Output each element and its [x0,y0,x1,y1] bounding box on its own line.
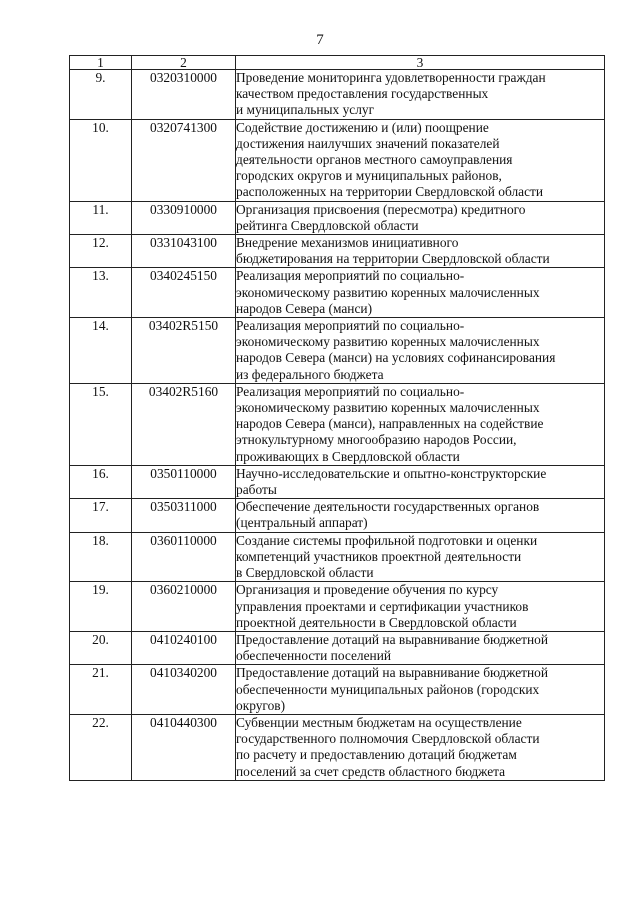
budget-code: 0360210000 [132,582,236,632]
table-row [70,383,605,465]
description-line: Научно-исследовательские и опытно-конструкторские [236,465,547,481]
row-number: 14. [70,318,132,384]
row-description [236,383,605,465]
row-description [236,318,605,384]
description-line: (центральный аппарат) [236,515,368,531]
row-number: 19. [70,582,132,632]
table-row [70,465,605,498]
description-line: Содействие достижению и (или) поощрение [236,119,489,135]
row-description [236,631,605,664]
description-line: народов Севера (манси) на условиях софинансирования [236,350,556,366]
description-line: из федерального бюджета [236,366,384,382]
budget-code: 0340245150 [132,268,236,318]
table-row [70,532,605,582]
description-line: обеспеченности поселений [236,648,392,664]
table-row [70,714,605,780]
row-number: 13. [70,268,132,318]
budget-code: 0330910000 [132,201,236,234]
row-description [236,499,605,532]
table-row [70,201,605,234]
description-line: Реализация мероприятий по социально- [236,318,465,334]
description-line: проектной деятельности в Свердловской области [236,614,517,630]
budget-code: 0410440300 [132,714,236,780]
budget-code: 0410340200 [132,665,236,715]
description-line: обеспеченности муниципальных районов (городских [236,681,540,697]
row-number: 22. [70,714,132,780]
budget-code: 0410240100 [132,631,236,664]
row-number: 17. [70,499,132,532]
budget-code: 03402R5160 [132,383,236,465]
description-line: расположенных на территории Свердловской области [236,184,544,200]
row-number: 9. [70,70,132,120]
budget-code: 0350110000 [132,465,236,498]
budget-code: 0360110000 [132,532,236,582]
description-line: Создание системы профильной подготовки и оценки [236,532,538,548]
description-line: Субвенции местным бюджетам на осуществление [236,714,522,730]
description-line: Реализация мероприятий по социально- [236,383,465,399]
description-line: деятельности органов местного самоуправления [236,152,513,168]
column-header-description: 3 [236,56,605,70]
description-line: Внедрение механизмов инициативного [236,235,459,251]
description-line: в Свердловской области [236,565,374,581]
row-description [236,665,605,715]
row-number: 10. [70,119,132,201]
description-line: народов Севера (манси) [236,300,373,316]
table-row [70,665,605,715]
description-line: народов Севера (манси), направленных на содействие [236,416,544,432]
description-line: Организация и проведение обучения по курсу [236,582,499,598]
description-line: этнокультурному многообразию народов России, [236,432,517,448]
row-number: 11. [70,201,132,234]
row-number: 20. [70,631,132,664]
budget-code: 0331043100 [132,235,236,268]
row-description [236,235,605,268]
row-number: 12. [70,235,132,268]
row-description [236,268,605,318]
row-description [236,465,605,498]
description-line: поселений за счет средств областного бюджета [236,763,506,779]
table-row [70,235,605,268]
description-line: Проведение мониторинга удовлетворенности граждан [236,70,546,85]
row-description [236,532,605,582]
table-row [70,631,605,664]
table-row [70,499,605,532]
description-line: Предоставление дотаций на выравнивание бюджетной [236,665,549,681]
row-description [236,201,605,234]
description-line: проживающих в Свердловской области [236,448,460,464]
budget-code: 0320310000 [132,70,236,120]
row-description [236,582,605,632]
description-line: бюджетирования на территории Свердловской области [236,251,550,267]
row-number: 15. [70,383,132,465]
budget-code: 0350311000 [132,499,236,532]
row-number: 16. [70,465,132,498]
table-header-row [70,56,605,70]
description-line: компетенций участников проектной деятельности [236,548,522,564]
table-row [70,119,605,201]
description-line: достижения наилучших значений показателей [236,135,500,151]
page-number: 7 [316,32,324,48]
description-line: Организация присвоения (пересмотра) кредитного [236,201,526,217]
budget-codes-table [69,55,605,781]
description-line: экономическому развитию коренных малочисленных [236,284,540,300]
description-line: управления проектами и сертификации участников [236,598,529,614]
description-line: и муниципальных услуг [236,102,375,118]
description-line: округов) [236,697,286,713]
description-line: экономическому развитию коренных малочисленных [236,334,540,350]
row-description [236,714,605,780]
table-row [70,70,605,120]
table-body [70,70,605,781]
row-number: 18. [70,532,132,582]
description-line: Реализация мероприятий по социально- [236,268,465,284]
description-line: Обеспечение деятельности государственных органов [236,499,540,515]
row-number: 21. [70,665,132,715]
table-row [70,268,605,318]
row-description [236,119,605,201]
column-header-code: 2 [132,56,236,70]
description-line: государственного полномочия Свердловской области [236,731,540,747]
table-row [70,318,605,384]
description-line: рейтинга Свердловской области [236,217,419,233]
budget-code: 03402R5150 [132,318,236,384]
description-line: городских округов и муниципальных районов, [236,168,502,184]
row-description [236,70,605,120]
description-line: по расчету и предоставлению дотаций бюджетам [236,747,517,763]
table-row [70,582,605,632]
budget-code: 0320741300 [132,119,236,201]
description-line: качеством предоставления государственных [236,86,489,102]
description-line: экономическому развитию коренных малочисленных [236,400,540,416]
description-line: работы [236,482,277,498]
description-line: Предоставление дотаций на выравнивание бюджетной [236,631,549,647]
column-header-number: 1 [70,56,132,70]
